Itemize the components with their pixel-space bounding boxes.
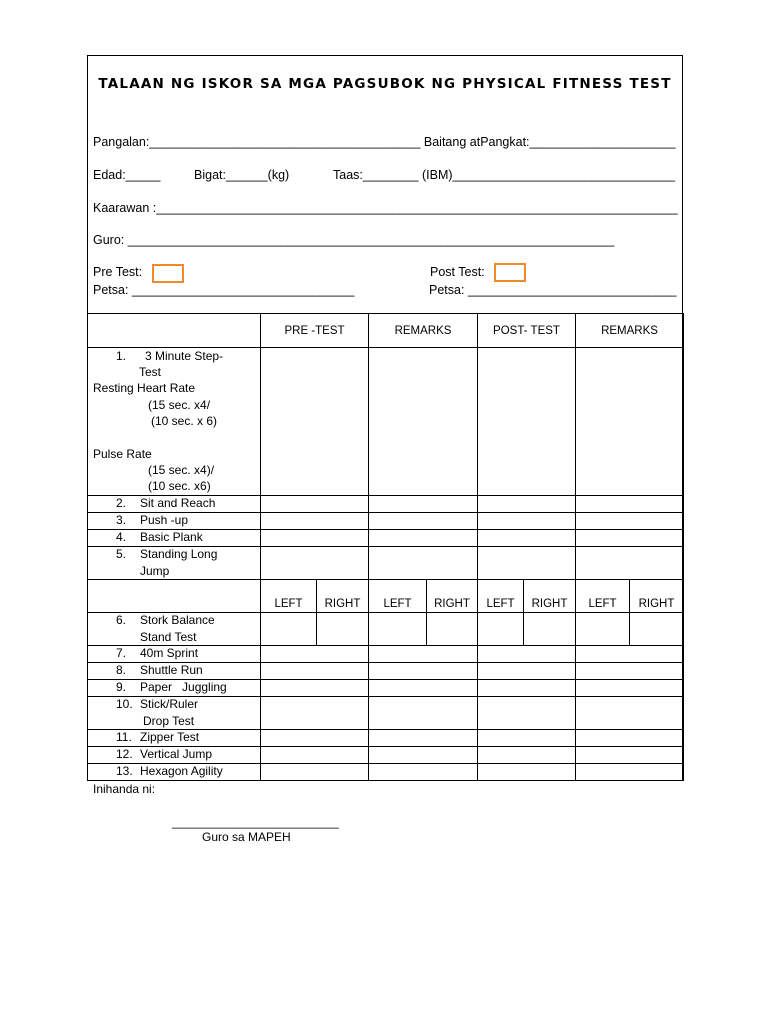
table-row: 2. Sit and Reach — [88, 496, 684, 513]
petsa-left-field[interactable]: Petsa: ________________________________ — [93, 283, 355, 297]
table-row: 9. Paper Juggling — [88, 680, 684, 697]
header-pre-test: PRE -TEST — [261, 314, 369, 348]
table-row: 3. Push -up — [88, 513, 684, 530]
table-row: 7. 40m Sprint — [88, 646, 684, 663]
sub-header-right: RIGHT — [630, 580, 684, 613]
sub-header-right: RIGHT — [524, 580, 576, 613]
signature-line: _________________________ — [172, 815, 339, 829]
left-right-header-row — [88, 580, 684, 613]
sub-header-left: LEFT — [576, 580, 630, 613]
pangalan-field[interactable]: Pangalan:_______________________________________ Baitang atPangkat:_____________________ — [93, 135, 676, 149]
prepared-by-label: Inihanda ni: — [93, 782, 156, 796]
table-header-row — [88, 314, 684, 348]
bigat-field[interactable]: Bigat:______(kg) — [194, 168, 290, 182]
score-cell[interactable] — [261, 348, 369, 496]
post-test-label: Post Test: — [430, 265, 485, 279]
petsa-right-field[interactable]: Petsa: ______________________________ — [429, 283, 677, 297]
sub-header-right: RIGHT — [427, 580, 478, 613]
table-row: 4. Basic Plank — [88, 530, 684, 547]
table-row: 13. Hexagon Agility — [88, 764, 684, 781]
taas-field[interactable]: Taas:________ (IBM)________________________________ — [333, 168, 675, 182]
header-remarks-2: REMARKS — [576, 314, 684, 348]
header-post-test: POST- TEST — [478, 314, 576, 348]
table-row: 5. Standing Long Jump — [88, 547, 684, 580]
header-remarks-1: REMARKS — [369, 314, 478, 348]
sub-header-left: LEFT — [261, 580, 317, 613]
score-cell[interactable] — [478, 348, 576, 496]
table-row: 10. Stick/Ruler Drop Test — [88, 697, 684, 730]
form-title: TALAAN NG ISKOR SA MGA PAGSUBOK NG PHYSICAL FITNESS TEST — [98, 76, 672, 92]
signature-title: Guro sa MAPEH — [202, 830, 291, 844]
pre-test-checkbox[interactable] — [152, 264, 184, 283]
table-row: 12. Vertical Jump — [88, 747, 684, 764]
sub-header-left: LEFT — [478, 580, 524, 613]
table-row: 11. Zipper Test — [88, 730, 684, 747]
sub-header-left: LEFT — [369, 580, 427, 613]
kaarawan-field[interactable]: Kaarawan :___________________________________________________________________________ — [93, 201, 678, 215]
score-cell[interactable] — [576, 348, 684, 496]
sub-header-right: RIGHT — [317, 580, 369, 613]
table-row: 8. Shuttle Run — [88, 663, 684, 680]
table-row: 6. Stork Balance Stand Test — [88, 613, 684, 646]
edad-field[interactable]: Edad:_____ — [93, 168, 161, 182]
score-cell[interactable] — [369, 348, 478, 496]
table-row — [88, 348, 684, 496]
item-cell: 1. 3 Minute Step- Test Resting Heart Rate (15 sec. x4/ (10 sec. x 6) Pulse Rate (15 sec. x4)/ (10 sec. x6) — [88, 348, 261, 496]
guro-field[interactable]: Guro: ______________________________________________________________________ — [93, 233, 615, 247]
post-test-checkbox[interactable] — [494, 263, 526, 282]
score-table — [87, 313, 684, 781]
pre-test-label: Pre Test: — [93, 265, 143, 279]
